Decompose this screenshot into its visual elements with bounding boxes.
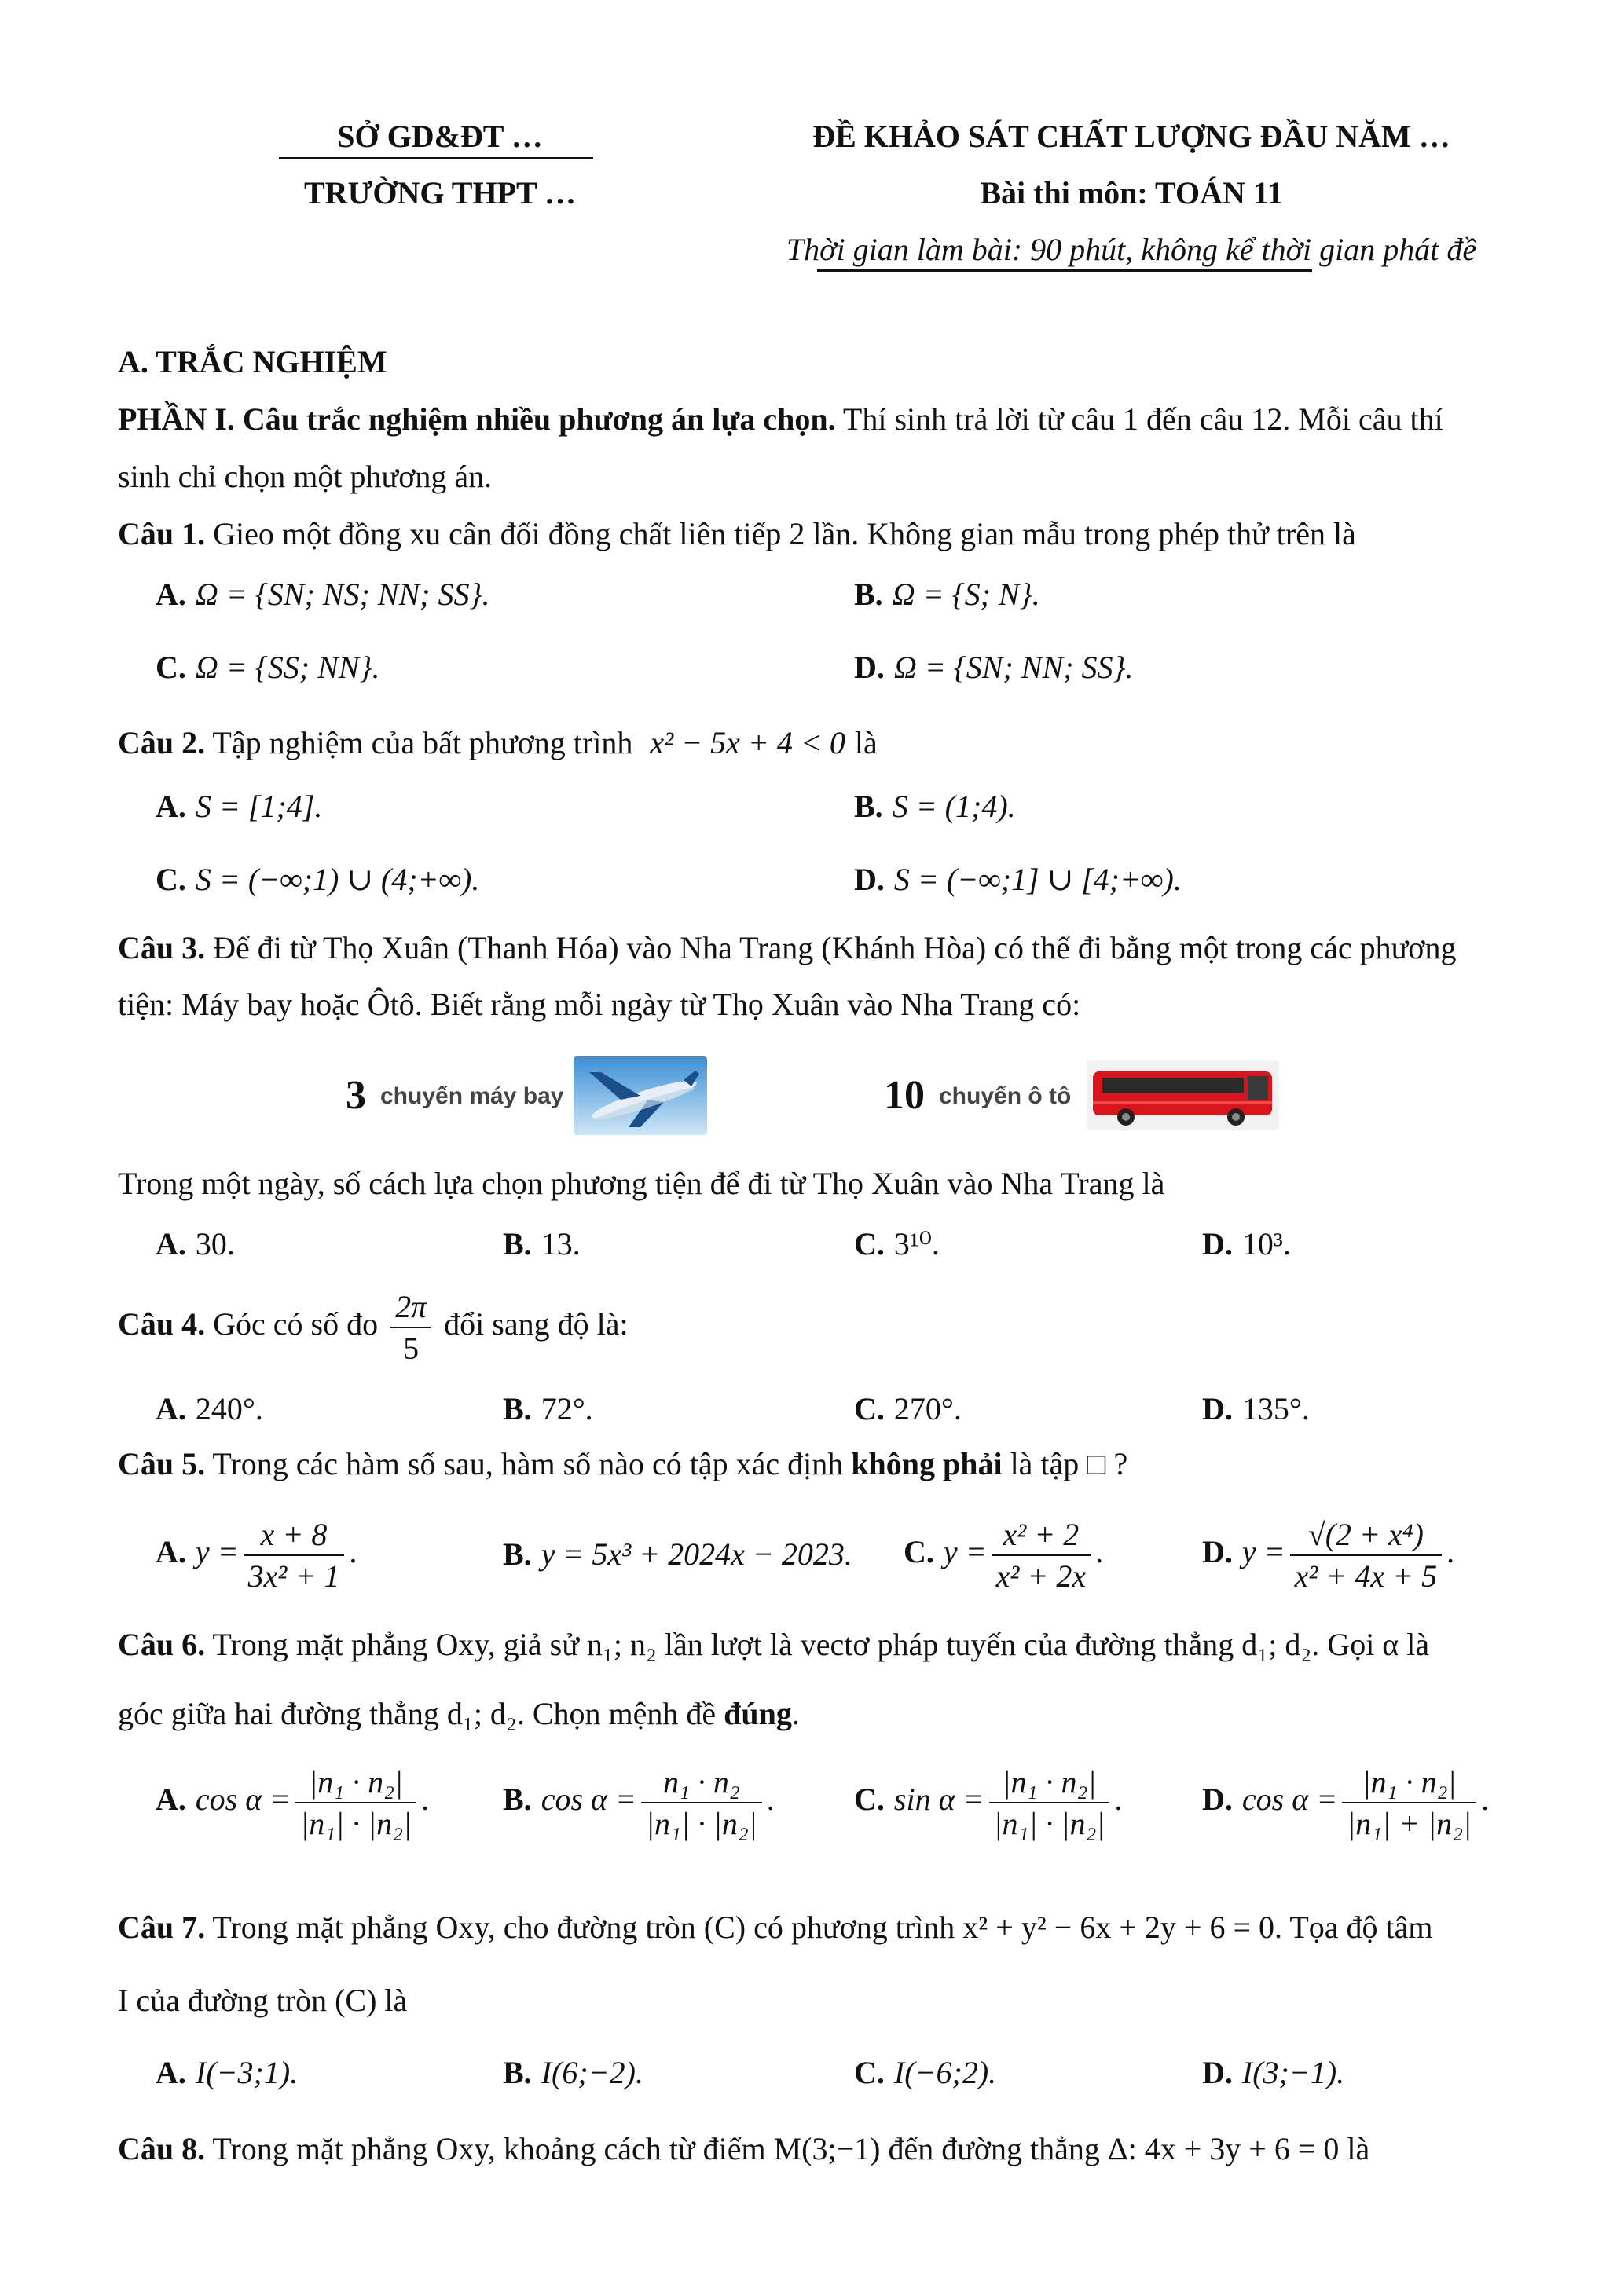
fraction-numerator: 2π (390, 1288, 431, 1328)
option-label: B. (854, 577, 883, 612)
q5-option-a[interactable] (156, 1516, 357, 1595)
q3-option-a[interactable] (156, 1225, 235, 1262)
q2-option-d[interactable] (854, 861, 1182, 898)
option-label: D. (854, 862, 885, 897)
q3-option-c[interactable] (854, 1225, 940, 1262)
q4-option-b[interactable] (503, 1390, 593, 1427)
option-text: S = (−∞;1) ∪ (4;+∞). (195, 862, 480, 897)
exam-subject: Bài thi môn: TOÁN 11 (980, 175, 1283, 211)
part1-instructions-cont: sinh chỉ chọn một phương án. (118, 459, 493, 494)
option-end: . (1114, 1782, 1123, 1818)
fraction-denominator: |n₁| · |n₂| (993, 1806, 1105, 1841)
q7-option-a[interactable] (156, 2054, 298, 2091)
option-label: B. (503, 2055, 532, 2090)
option-label: A. (156, 1782, 186, 1818)
question-6-cont (118, 1695, 1506, 1732)
option-text: I(−6;2). (893, 2055, 997, 2090)
option-end: . (766, 1782, 775, 1818)
q7-option-c[interactable] (854, 2054, 996, 2091)
q4-option-a[interactable] (156, 1390, 263, 1427)
question-emphasis: không phải (851, 1446, 1003, 1481)
question-text: Để đi từ Thọ Xuân (Thanh Hóa) vào Nha Trang (Khánh Hòa) có thể đi bằng một trong các phương (205, 930, 1457, 965)
question-label: Câu 4. (118, 1306, 206, 1342)
option-text: S = (1;4). (892, 789, 1016, 824)
option-label: B. (503, 1782, 532, 1818)
question-text: Góc có số đo (205, 1306, 379, 1342)
option-label: B. (503, 1391, 532, 1426)
q3-option-b[interactable] (503, 1225, 581, 1262)
option-label: D. (1202, 1391, 1233, 1426)
option-text: 240°. (195, 1391, 263, 1426)
option-lhs: y = (943, 1534, 987, 1570)
department-name: SỞ GD&ĐT … (337, 119, 543, 154)
option-fraction (295, 1763, 416, 1842)
option-lhs: y = (1241, 1534, 1285, 1570)
option-text: Ω = {SS; NN}. (195, 650, 380, 685)
question-6 (118, 1626, 1506, 1663)
question-text: Gieo một đồng xu cân đối đồng chất liên tiếp 2 lần. Không gian mẫu trong phép thử trên là (205, 516, 1356, 551)
question-text: góc giữa hai đường thẳng d₁; d₂. Chọn mệnh đề (118, 1696, 717, 1731)
plane-info (346, 1072, 563, 1119)
option-label: C. (156, 650, 186, 685)
question-text: Trong mặt phẳng Oxy, khoảng cách từ điểm M(3;−1) đến đường thẳng Δ: 4x + 3y + 6 = 0 là (205, 2131, 1370, 2166)
option-lhs: cos α = (195, 1782, 291, 1818)
option-label: B. (503, 1536, 532, 1572)
part1-instructions (118, 401, 1506, 438)
fraction-denominator: 3x² + 1 (247, 1558, 340, 1594)
q4-option-d[interactable] (1202, 1390, 1310, 1427)
q7-option-d[interactable] (1202, 2054, 1344, 2091)
option-label: A. (156, 577, 186, 612)
option-label: D. (1202, 1226, 1233, 1262)
plane-count: 3 (346, 1073, 366, 1118)
question-label: Câu 3. (118, 930, 206, 965)
bus-image (1087, 1060, 1279, 1130)
question-text: Trong mặt phẳng Oxy, cho đường tròn (C) có phương trình x² + y² − 6x + 2y + 6 = 0. Tọa độ tâm (205, 1910, 1433, 1945)
option-label: B. (854, 789, 883, 824)
q6-option-c[interactable] (854, 1763, 1122, 1842)
option-end: . (421, 1782, 429, 1818)
exam-duration: Thời gian làm bài: 90 phút, không kể thời gian phát đề (786, 232, 1477, 267)
option-label: C. (854, 1782, 885, 1818)
option-text: 135°. (1241, 1391, 1310, 1426)
option-text: y = 5x³ + 2024x − 2023. (541, 1536, 852, 1572)
option-text: I(6;−2). (541, 2055, 643, 2090)
option-text: 13. (541, 1226, 581, 1262)
question-7 (118, 1909, 1506, 1946)
q6-option-a[interactable] (156, 1763, 429, 1842)
option-label: A. (156, 1534, 186, 1570)
option-fraction (641, 1763, 762, 1842)
fraction-denominator: x² + 2x (995, 1558, 1087, 1594)
fraction-numerator: x + 8 (244, 1516, 345, 1556)
option-end: . (349, 1534, 357, 1570)
option-label: D. (1202, 1782, 1233, 1818)
option-fraction (1290, 1516, 1442, 1595)
option-end: . (1446, 1534, 1455, 1570)
q1-option-d[interactable] (854, 649, 1133, 686)
fraction-numerator: √(2 + x⁴) (1290, 1516, 1442, 1556)
fraction-denominator: 5 (403, 1331, 420, 1366)
q5-option-d[interactable] (1202, 1516, 1454, 1595)
option-fraction (992, 1516, 1091, 1595)
exam-title: ĐỀ KHẢO SÁT CHẤT LƯỢNG ĐẦU NĂM … (812, 119, 1450, 154)
question-8 (118, 2130, 1506, 2167)
option-label: B. (503, 1226, 532, 1262)
question-2 (118, 724, 1506, 761)
option-text: 72°. (541, 1391, 593, 1426)
option-label: A. (156, 2055, 186, 2090)
question-label: Câu 7. (118, 1910, 206, 1945)
question-text-end: đổi sang độ là: (444, 1306, 629, 1342)
section-title: A. TRẮC NGHIỆM (118, 344, 387, 379)
q1-option-b[interactable] (854, 576, 1040, 613)
question-label: Câu 2. (118, 725, 206, 760)
q5-option-b[interactable] (503, 1536, 852, 1573)
question-4 (118, 1288, 1506, 1367)
part1-text: Thí sinh trả lời từ câu 1 đến câu 12. Mỗi câu thí (835, 401, 1443, 437)
question-7-cont: I của đường tròn (C) là (118, 1983, 408, 2018)
option-label: C. (854, 1226, 885, 1262)
header-divider-left (279, 157, 593, 159)
question-text: Trong mặt phẳng Oxy, giả sử n₁; n₂ lần lượt là vectơ pháp tuyến của đường thẳng d₁; d₂. Gọi α là (205, 1627, 1430, 1662)
fraction-denominator: |n₁| · |n₂| (646, 1806, 757, 1841)
plane-label: chuyến máy bay (380, 1083, 564, 1109)
question-label: Câu 1. (118, 516, 206, 551)
fraction-numerator: x² + 2 (992, 1516, 1091, 1556)
q2-option-b[interactable] (854, 788, 1016, 825)
option-lhs: y = (195, 1534, 239, 1570)
question-3 (118, 929, 1506, 966)
option-text: Ω = {S; N}. (892, 577, 1040, 612)
question-text-end: là tập □ ? (1010, 1446, 1128, 1481)
option-label: D. (1202, 2055, 1233, 2090)
option-fraction (989, 1763, 1110, 1842)
option-text: S = [1;4]. (195, 789, 323, 824)
fraction-numerator: |n₁ · n₂| (295, 1763, 416, 1803)
option-text: S = (−∞;1] ∪ [4;+∞). (893, 862, 1182, 897)
question-3-cont2: Trong một ngày, số cách lựa chọn phương tiện để đi từ Thọ Xuân vào Nha Trang là (118, 1166, 1165, 1201)
question-label: Câu 5. (118, 1446, 206, 1481)
school-name: TRƯỜNG THPT … (304, 175, 576, 211)
question-3-cont: tiện: Máy bay hoặc Ôtô. Biết rằng mỗi ngày từ Thọ Xuân vào Nha Trang có: (118, 987, 1081, 1022)
airplane-image (574, 1056, 707, 1135)
q6-option-b[interactable] (503, 1763, 775, 1842)
option-label: A. (156, 1391, 186, 1426)
option-lhs: sin α = (893, 1782, 984, 1818)
option-fraction (244, 1516, 345, 1595)
question-text-end: là (854, 725, 878, 760)
option-label: A. (156, 1226, 186, 1262)
q3-option-d[interactable] (1202, 1225, 1291, 1262)
question-text-end: . (791, 1696, 800, 1731)
option-text: Ω = {SN; NS; NN; SS}. (195, 577, 490, 612)
option-text: 30. (195, 1226, 235, 1262)
q2-option-a[interactable] (156, 788, 322, 825)
option-label: A. (156, 789, 186, 824)
question-text: Trong các hàm số sau, hàm số nào có tập xác định (205, 1446, 844, 1481)
option-text: Ω = {SN; NN; SS}. (893, 650, 1134, 685)
option-text: I(−3;1). (195, 2055, 299, 2090)
question-label: Câu 6. (118, 1627, 206, 1662)
option-label: D. (1202, 1534, 1233, 1570)
option-lhs: cos α = (1241, 1782, 1338, 1818)
option-text: 270°. (893, 1391, 962, 1426)
option-text: I(3;−1). (1241, 2055, 1345, 2090)
fraction-denominator: |n₁| · |n₂| (300, 1806, 412, 1841)
option-label: C. (854, 1391, 885, 1426)
q5-option-c[interactable] (904, 1516, 1103, 1595)
option-label: C. (854, 2055, 885, 2090)
q7-option-b[interactable] (503, 2054, 643, 2091)
bus-info (884, 1072, 1071, 1119)
inequality: x² − 5x + 4 < 0 (650, 725, 845, 760)
q4-option-c[interactable] (854, 1390, 962, 1427)
option-label: C. (156, 862, 186, 897)
fraction-denominator: |n₁| + |n₂| (1347, 1806, 1472, 1841)
question-emphasis: đúng (724, 1696, 792, 1731)
option-label: C. (904, 1534, 934, 1570)
q1-option-a[interactable] (156, 576, 489, 613)
angle-fraction (390, 1288, 431, 1367)
q1-option-c[interactable] (156, 649, 379, 686)
option-lhs: cos α = (541, 1782, 636, 1818)
fraction-numerator: |n₁ · n₂| (1342, 1763, 1476, 1803)
fraction-denominator: x² + 4x + 5 (1294, 1558, 1438, 1594)
option-end: . (1481, 1782, 1489, 1818)
question-label: Câu 8. (118, 2131, 206, 2166)
bus-count: 10 (884, 1073, 925, 1118)
bus-label: chuyến ô tô (939, 1083, 1072, 1109)
q6-option-d[interactable] (1202, 1763, 1489, 1842)
question-5 (118, 1445, 1506, 1482)
q2-option-c[interactable] (156, 861, 479, 898)
option-fraction (1342, 1763, 1476, 1842)
question-text: Tập nghiệm của bất phương trình (205, 725, 633, 760)
question-1 (118, 515, 1506, 552)
option-text: 3¹⁰. (893, 1226, 940, 1262)
option-text: 10³. (1241, 1226, 1291, 1262)
part1-title: PHẦN I. Câu trắc nghiệm nhiều phương án lựa chọn. (118, 401, 836, 437)
fraction-numerator: |n₁ · n₂| (989, 1763, 1110, 1803)
option-end: . (1095, 1534, 1104, 1570)
option-label: D. (854, 650, 885, 685)
header-divider-right (817, 269, 1312, 272)
fraction-numerator: n₁ · n₂ (641, 1763, 762, 1803)
